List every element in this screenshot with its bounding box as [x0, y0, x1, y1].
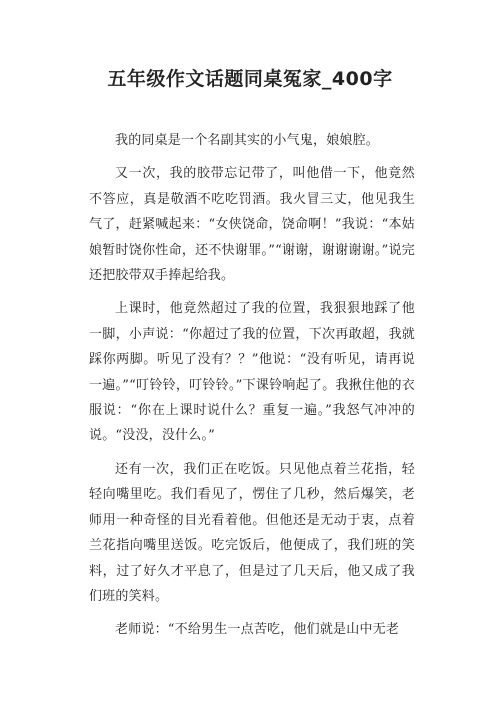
paragraph-4: 还有一次，我们正在吃饭。只见他点着兰花指，轻轻向嘴里吃。我们看见了，愣住了几秒，然后爆笑，老师用一种奇怪的目光看着他。但他还是无动于衷，点着兰花指向嘴里送饭。吃完饭后，他便成了，我们班的笑料，过了好久才平息了，但是过了几天后，他又成了我们班的笑料。 — [89, 461, 415, 604]
paragraph-2: 又一次，我的胶带忘记带了，叫他借一下，他竟然不答应，真是敬酒不吃吃罚酒。我火冒三丈，他见我生气了，赶紧喊起来：“女侠饶命，饶命啊！”我说：“本姑娘暂时饶你性命，还不快谢罪。”“谢谢，谢谢谢谢。”说完还把胶带双手捧起给我。 — [89, 166, 415, 284]
document-title: 五年级作文话题同桌冤家_400字 — [107, 68, 393, 90]
paragraph-3: 上课时，他竟然超过了我的位置，我狠狠地踩了他一脚，小声说：“你超过了我的位置，下次再敢超，我就踩你两脚。听见了没有？？”他说：“没有听见，请再说一遍。”“叮铃铃，叮铃铃。”下课铃响起了。我揪住他的衣服说：“你在上课时说什么？重复一遍。”我怒气冲冲的说。“没没，没什么。” — [89, 301, 415, 444]
paragraph-1: 我的同桌是一个名副其实的小气鬼，娘娘腔。 — [115, 133, 380, 148]
paragraph-5: 老师说：“不给男生一点苦吃，他们就是山中无老 — [115, 622, 400, 638]
document-body — [89, 128, 415, 651]
